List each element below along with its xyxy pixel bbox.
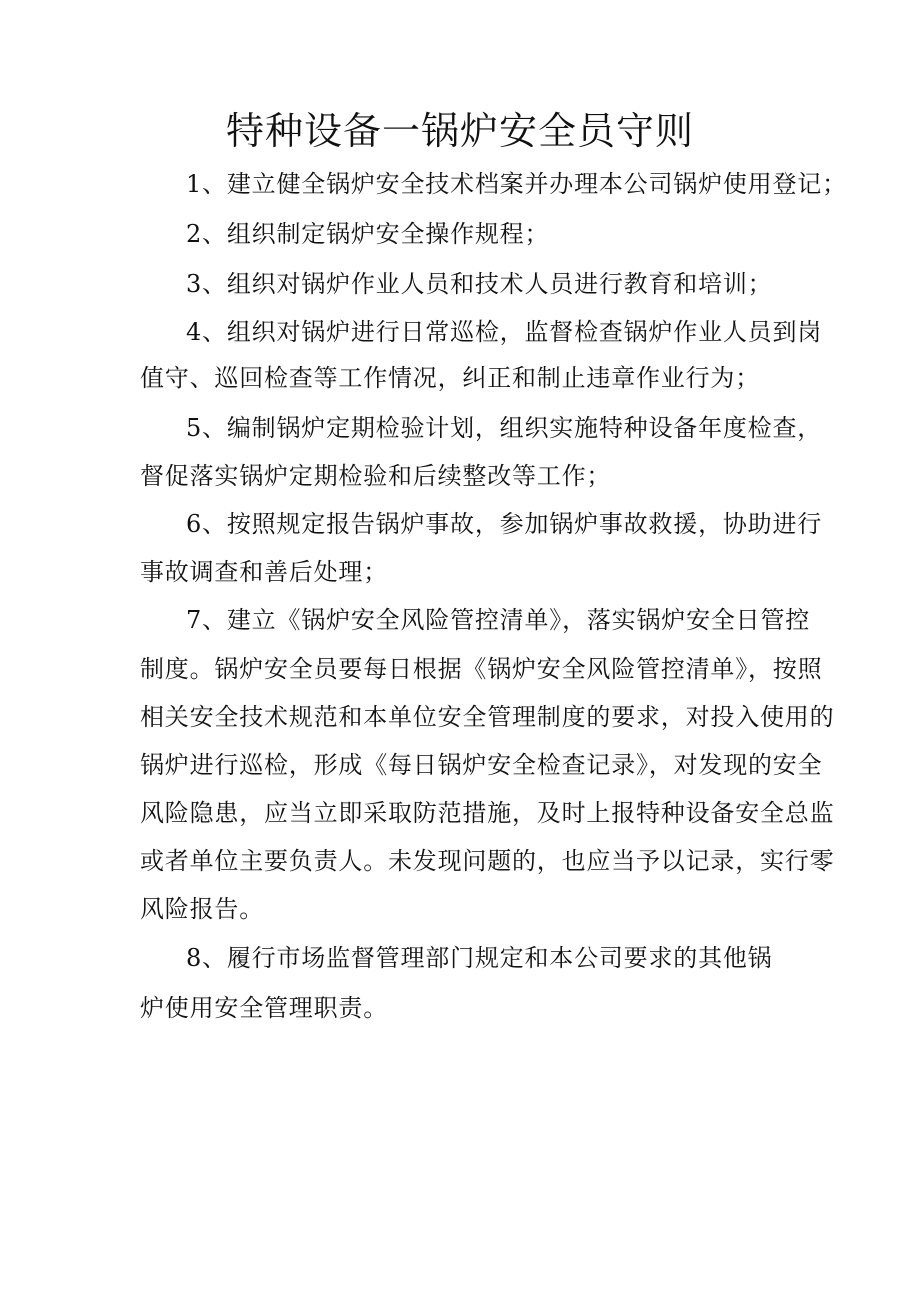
item-2-line-1: 2、组织制定锅炉安全操作规程； [186,220,550,248]
item-4-line-1: 4、组织对锅炉进行日常巡检，监督检查锅炉作业人员到岗 [186,318,823,346]
item-7-line-5: 风险隐患，应当立即采取防范措施，及时上报特种设备安全总监 [140,799,835,827]
item-7-line-7: 风险报告。 [140,895,264,923]
item-7-line-1: 7、建立《锅炉安全风险管控清单》，落实锅炉安全日管控 [186,606,811,634]
item-5-line-2: 督促落实锅炉定期检验和后续整改等工作； [140,462,612,490]
item-6-line-1: 6、按照规定报告锅炉事故，参加锅炉事故救援，协助进行 [186,510,823,538]
item-7-line-4: 锅炉进行巡检，形成《每日锅炉安全检查记录》，对发现的安全 [140,751,823,779]
item-6-line-2: 事故调查和善后处理； [140,558,388,586]
item-5-line-1: 5、编制锅炉定期检验计划，组织实施特种设备年度检查， [186,414,823,442]
item-4-line-2: 值守、巡回检查等工作情况，纠正和制止违章作业行为； [140,364,760,392]
item-8-line-2: 炉使用安全管理职责。 [140,994,388,1022]
item-7-line-3: 相关安全技术规范和本单位安全管理制度的要求，对投入使用的 [140,703,835,731]
item-7-line-2: 制度。锅炉安全员要每日根据《锅炉安全风险管控清单》，按照 [140,655,823,683]
item-3-line-1: 3、组织对锅炉作业人员和技术人员进行教育和培训； [186,270,773,298]
item-1-line-1: 1、建立健全锅炉安全技术档案并办理本公司锅炉使用登记； [186,170,847,198]
item-8-line-1: 8、履行市场监督管理部门规定和本公司要求的其他锅 [186,944,773,972]
document-title: 特种设备一锅炉安全员守则 [225,109,694,153]
item-7-line-6: 或者单位主要负责人。未发现问题的，也应当予以记录，实行零 [140,847,835,875]
